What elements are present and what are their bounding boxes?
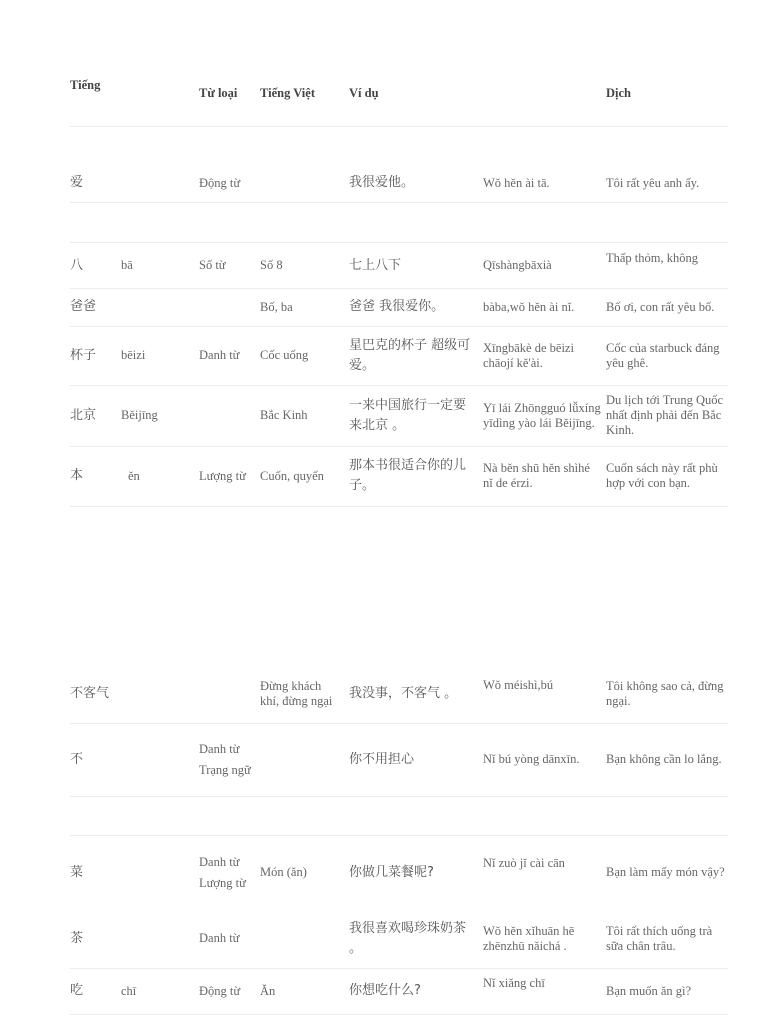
cell-vietnamese: Bắc Kinh bbox=[260, 408, 308, 422]
cell-pinyin: Nǐ xiǎng chī bbox=[483, 976, 545, 990]
cell-word-type: Động từ bbox=[199, 983, 241, 998]
cell-pinyin-word: bā bbox=[121, 258, 133, 272]
cell-translation: Bạn không cần lo lắng. bbox=[606, 752, 722, 766]
cell-vietnamese: Ăn bbox=[260, 983, 276, 998]
table-row bbox=[70, 164, 728, 203]
cell-translation: Thấp thỏm, không bbox=[606, 251, 699, 265]
cell-word-type: Động từ bbox=[199, 175, 241, 190]
cell-pinyin: Qīshàngbāxià bbox=[483, 258, 552, 272]
cell-pinyin: Yī lái Zhōngguó lǚxíng yīdìng yào lái Běijīng. bbox=[483, 400, 601, 430]
cell-pinyin-word: chī bbox=[121, 983, 137, 998]
cell-example: 一来中国旅行一定要来北京 。 bbox=[349, 397, 467, 433]
table-row bbox=[70, 723, 728, 797]
cell-translation: Cuốn sách này rất phù hợp với con bạn. bbox=[606, 461, 718, 490]
cell-example: 爸爸 我很爱你。 bbox=[349, 299, 445, 314]
cell-translation: Bạn muốn ăn gì? bbox=[606, 983, 692, 998]
cell-example: 我很爱他。 bbox=[349, 175, 415, 190]
cell-translation: Cốc của starbuck đáng yêu ghê. bbox=[606, 340, 720, 370]
cell-example: 星巴克的杯子 超级可爱。 bbox=[349, 337, 471, 373]
cell-pinyin: Nǐ zuò jǐ cài cān bbox=[483, 856, 565, 870]
cell-chinese: 茶 bbox=[70, 930, 84, 946]
table-row bbox=[70, 909, 728, 969]
cell-chinese: 菜 bbox=[70, 864, 84, 880]
table-row bbox=[70, 446, 728, 507]
cell-pinyin: Wǒ hěn ài tā. bbox=[483, 175, 550, 190]
cell-word-type: Danh từ bbox=[199, 348, 240, 362]
cell-translation: Bố ơi, con rất yêu bố. bbox=[606, 299, 715, 314]
cell-vietnamese: Số 8 bbox=[260, 258, 283, 272]
cell-translation: Tôi rất thích uống trà sữa chân trâu. bbox=[606, 923, 713, 953]
header-chinese: Tiếng bbox=[70, 78, 101, 92]
cell-pinyin: Nà běn shū hěn shìhé nǐ de érzi. bbox=[483, 461, 590, 490]
cell-vietnamese: Cuốn, quyển bbox=[260, 468, 324, 483]
cell-word-type bbox=[199, 723, 254, 796]
word-type-2: Trạng ngữ bbox=[199, 762, 251, 777]
cell-chinese: 不 bbox=[70, 751, 84, 767]
cell-pinyin: Nǐ bú yòng dānxīn. bbox=[483, 752, 580, 766]
header-translation: Dịch bbox=[606, 85, 631, 100]
cell-pinyin-word: Běijīng bbox=[121, 408, 158, 422]
cell-word-type: Số từ bbox=[199, 258, 226, 272]
cell-chinese: 吃 bbox=[70, 983, 84, 998]
cell-vietnamese: Món (ăn) bbox=[260, 865, 307, 879]
table-row bbox=[70, 385, 728, 447]
table-row bbox=[70, 664, 728, 724]
table-row bbox=[70, 326, 728, 386]
table-row bbox=[70, 288, 728, 327]
table-row bbox=[70, 243, 728, 289]
cell-chinese: 爱 bbox=[70, 175, 84, 190]
cell-example: 我没事，不客气 。 bbox=[349, 685, 458, 701]
header-word-type: Từ loại bbox=[199, 85, 238, 100]
cell-word-type: Lượng từ bbox=[199, 468, 246, 483]
cell-chinese: 不客气 bbox=[70, 685, 110, 701]
table-row bbox=[70, 968, 728, 1015]
cell-chinese: 北京 bbox=[70, 407, 97, 423]
cell-vietnamese: Cốc uống bbox=[260, 348, 309, 362]
cell-vietnamese: Bố, ba bbox=[260, 299, 293, 314]
header-example: Ví dụ bbox=[349, 85, 379, 100]
cell-chinese: 本 bbox=[70, 468, 84, 483]
cell-pinyin-word: ěn bbox=[128, 468, 140, 483]
cell-chinese: 爸爸 bbox=[70, 299, 97, 314]
cell-chinese: 八 bbox=[70, 257, 84, 273]
word-type-1: Danh từ bbox=[199, 854, 240, 869]
cell-example: 七上八下 bbox=[349, 257, 402, 273]
cell-example: 你想吃什么? bbox=[349, 983, 421, 998]
cell-translation: Tôi rất yêu anh ấy. bbox=[606, 175, 700, 190]
table-header bbox=[70, 60, 728, 127]
header-vietnamese: Tiếng Việt bbox=[260, 85, 315, 100]
cell-example: 你不用担心 bbox=[349, 751, 415, 767]
cell-translation: Du lịch tới Trung Quốc nhất định phải đến Bắc Kinh. bbox=[606, 393, 724, 437]
cell-translation: Tôi không sao cả, đừng ngại. bbox=[606, 678, 724, 708]
table-row bbox=[70, 836, 728, 909]
cell-example: 你做几菜餐呢? bbox=[349, 864, 434, 880]
word-type-1: Danh từ bbox=[199, 741, 240, 756]
cell-pinyin: bàba,wǒ hěn ài nǐ. bbox=[483, 299, 575, 314]
cell-vietnamese: Đừng khách khí, đừng ngại bbox=[260, 678, 333, 708]
cell-chinese: 杯子 bbox=[70, 347, 97, 363]
cell-example: 我很喜欢喝珍珠奶茶 。 bbox=[349, 920, 467, 956]
cell-pinyin: Xīngbākè de bēizi chāojí kě'ài. bbox=[483, 340, 574, 370]
cell-word-type: Danh từ bbox=[199, 931, 240, 945]
cell-pinyin: Wǒ hěn xǐhuān hē zhēnzhū nǎichá . bbox=[483, 923, 575, 953]
cell-example: 那本书很适合你的儿子。 bbox=[349, 458, 467, 493]
cell-pinyin: Wǒ méishì,bú bbox=[483, 678, 554, 692]
cell-translation: Bạn làm mấy món vậy? bbox=[606, 865, 725, 879]
cell-word-type bbox=[199, 836, 254, 909]
word-type-2: Lượng từ bbox=[199, 875, 246, 890]
cell-pinyin-word: bēizi bbox=[121, 348, 146, 362]
